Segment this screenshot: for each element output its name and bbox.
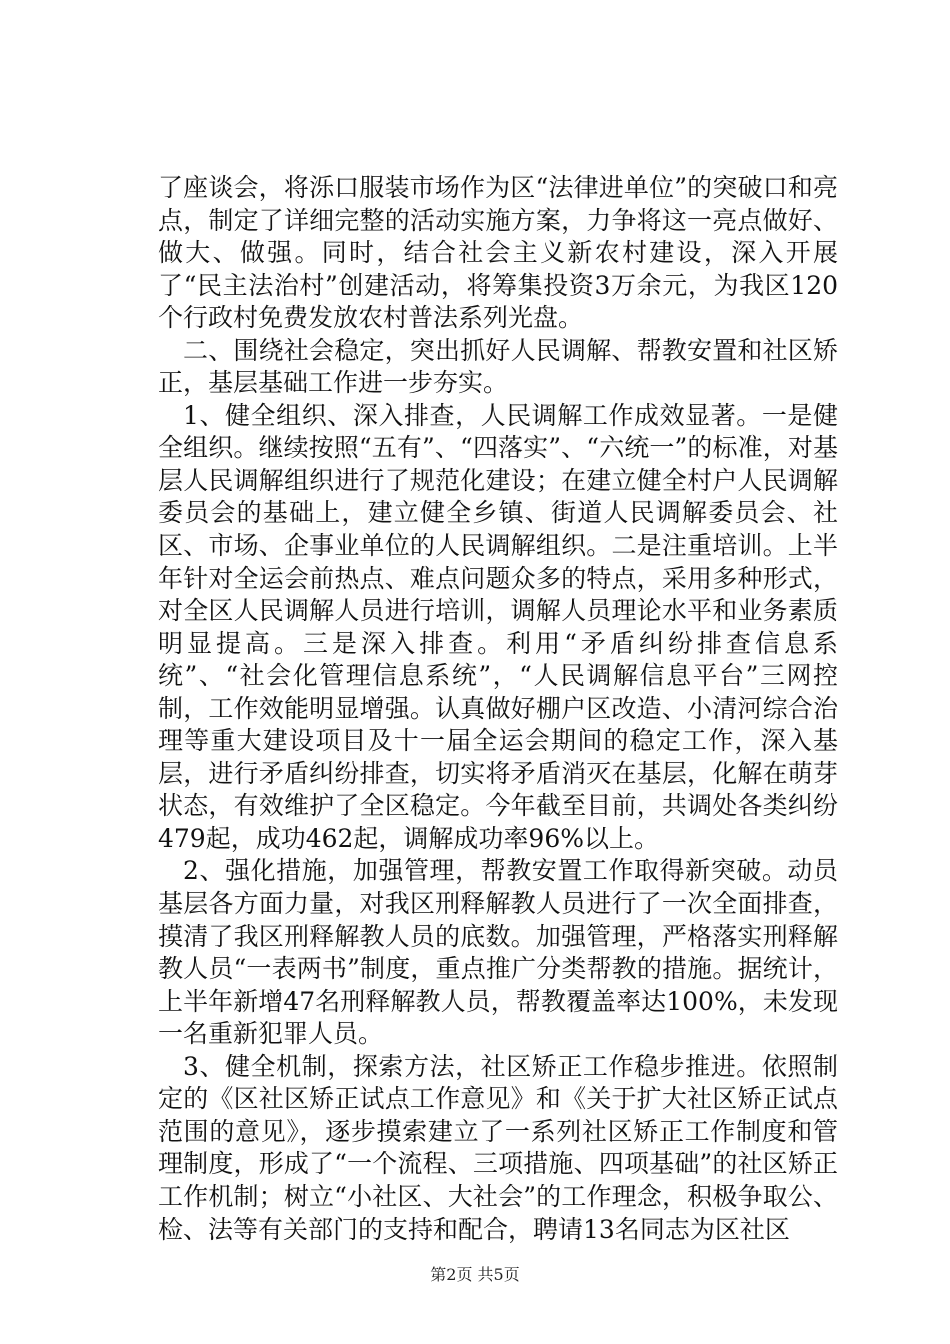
paragraph-people-mediation: 1、健全组织、深入排查，人民调解工作成效显著。一是健全组织。继续按照“五有”、“四落实”、“六统一”的标准，对基层人民调解组织进行了规范化建设；在建立健全村户人民调解委员会的基础上，建立健全乡镇、街道人民调解委员会、社区、市场、企事业单位的人民调解组织。二是注重培训。上半年针对全运会前热点、难点问题众多的特点，采用多种形式，对全区人民调解人员进行培训，调解人员理论水平和业务素质明显提高。三是深入排查。利用“矛盾纠纷排查信息系统”、“社会化管理信息系统”，“人民调解信息平台”三网控制，工作效能明显增强。认真做好棚户区改造、小清河综合治理等重大建设项目及十一届全运会期间的稳定工作，深入基层，进行矛盾纠纷排查，切实将矛盾消灭在基层，化解在萌芽状态，有效维护了全区稳定。今年截至目前，共调处各类纠纷479起，成功462起，调解成功率96%以上。 [158,400,838,853]
section-heading-two: 二、围绕社会稳定，突出抓好人民调解、帮教安置和社区矫正，基层基础工作进一步夯实。 [158,335,838,398]
page-number-footer: 第2页 共5页 [430,1265,520,1284]
paragraph-community-correction: 3、健全机制，探索方法，社区矫正工作稳步推进。依照制定的《区社区矫正试点工作意见》和《关于扩大社区矫正试点范围的意见》，逐步摸索建立了一系列社区矫正工作制度和管理制度，形成了“一个流程、三项措施、四项基础”的社区矫正工作机制；树立“小社区、大社会”的工作理念，积极争取公、检、法等有关部门的支持和配合，聘请13名同志为区社区 [158,1051,838,1244]
document-body [158,172,838,1246]
paragraph-continuation: 了座谈会，将泺口服装市场作为区“法律进单位”的突破口和亮点，制定了详细完整的活动实施方案，力争将这一亮点做好、做大、做强。同时，结合社会主义新农村建设，深入开展了“民主法治村”创建活动，将筹集投资3万余元，为我区120个行政村免费发放农村普法系列光盘。 [158,173,838,333]
paragraph-resettlement: 2、强化措施，加强管理，帮教安置工作取得新突破。动员基层各方面力量，对我区刑释解教人员进行了一次全面排查，摸清了我区刑释解教人员的底数。加强管理，严格落实刑释解教人员“一表两书”制度，重点推广分类帮教的措施。据统计，上半年新增47名刑释解教人员，帮教覆盖率达100%，未发现一名重新犯罪人员。 [158,856,838,1049]
